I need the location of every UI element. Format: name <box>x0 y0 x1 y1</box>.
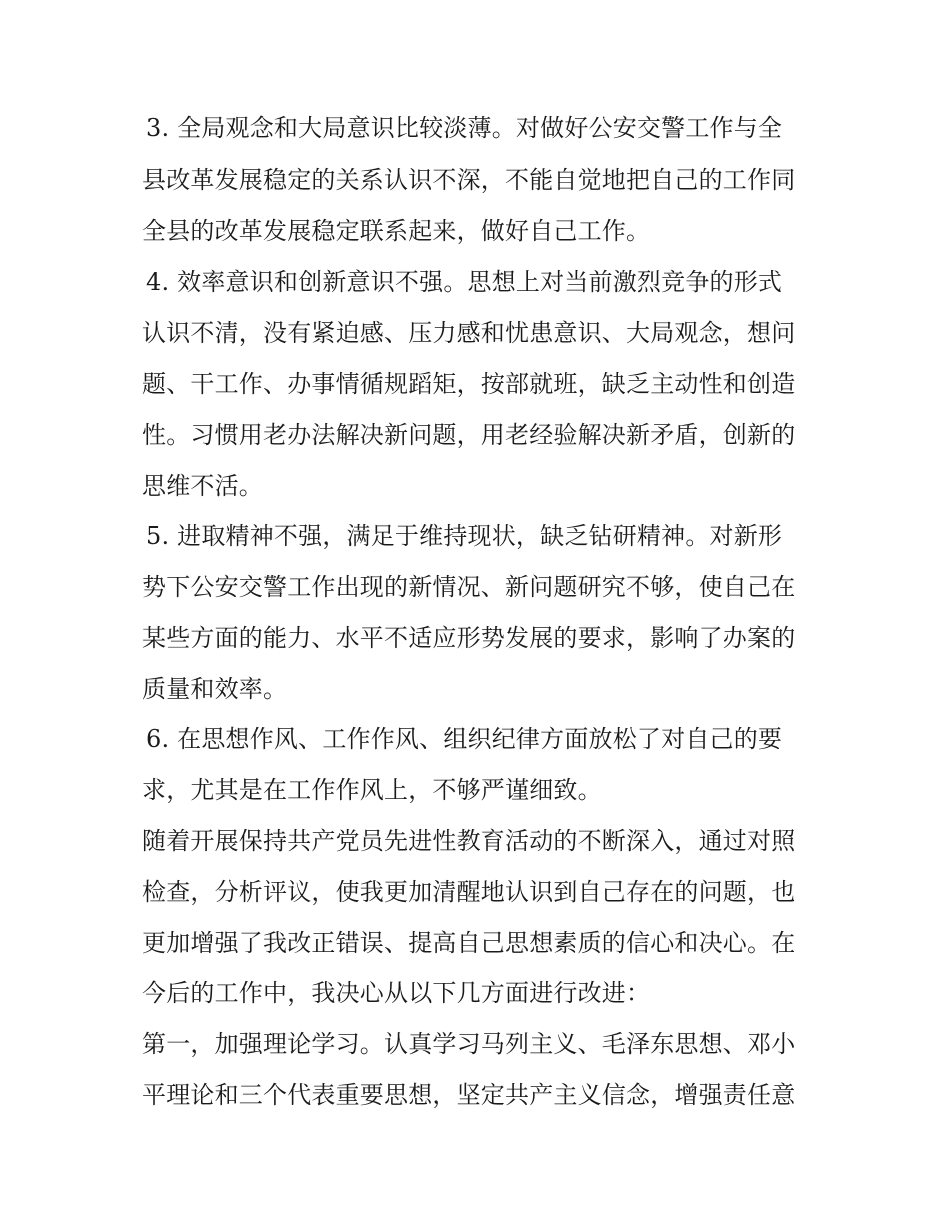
text-line: 5. 进取精神不强，满足于维持现状，缺乏钻研精神。对新形 <box>146 522 783 550</box>
text-line: 思维不活。 <box>142 472 263 500</box>
text-line: 县改革发展稳定的关系认识不深，不能自觉地把自己的工作同 <box>142 166 796 194</box>
text-line: 第一，加强理论学习。认真学习马列主义、毛泽东思想、邓小 <box>142 1030 796 1058</box>
text-line: 检查，分析评议，使我更加清醒地认识到自己存在的问题，也 <box>142 878 796 906</box>
text-line: 6. 在思想作风、工作作风、组织纪律方面放松了对自己的要 <box>146 725 783 753</box>
text-line: 更加增强了我改正错误、提高自己思想素质的信心和决心。在 <box>142 929 796 957</box>
text-line: 性。习惯用老办法解决新问题，用老经验解决新矛盾，创新的 <box>142 421 796 449</box>
text-line: 4. 效率意识和创新意识不强。思想上对当前激烈竞争的形式 <box>146 268 783 296</box>
text-line: 某些方面的能力、水平不适应形势发展的要求，影响了办案的 <box>142 624 796 652</box>
text-line: 质量和效率。 <box>142 675 288 703</box>
text-line: 题、干工作、办事情循规蹈矩，按部就班，缺乏主动性和创造 <box>142 370 796 398</box>
text-line: 认识不清，没有紧迫感、压力感和忧患意识、大局观念，想问 <box>142 319 796 347</box>
text-line: 今后的工作中，我决心从以下几方面进行改进： <box>142 979 651 1007</box>
text-line: 3. 全局观念和大局意识比较淡薄。对做好公安交警工作与全 <box>146 114 783 142</box>
text-line: 全县的改革发展稳定联系起来，做好自己工作。 <box>142 217 651 245</box>
text-line: 随着开展保持共产党员先进性教育活动的不断深入，通过对照 <box>142 827 796 855</box>
text-line: 势下公安交警工作出现的新情况、新问题研究不够，使自己在 <box>142 573 796 601</box>
text-line: 平理论和三个代表重要思想，坚定共产主义信念，增强责任意 <box>142 1081 796 1109</box>
text-line: 求，尤其是在工作作风上，不够严谨细致。 <box>142 776 602 804</box>
